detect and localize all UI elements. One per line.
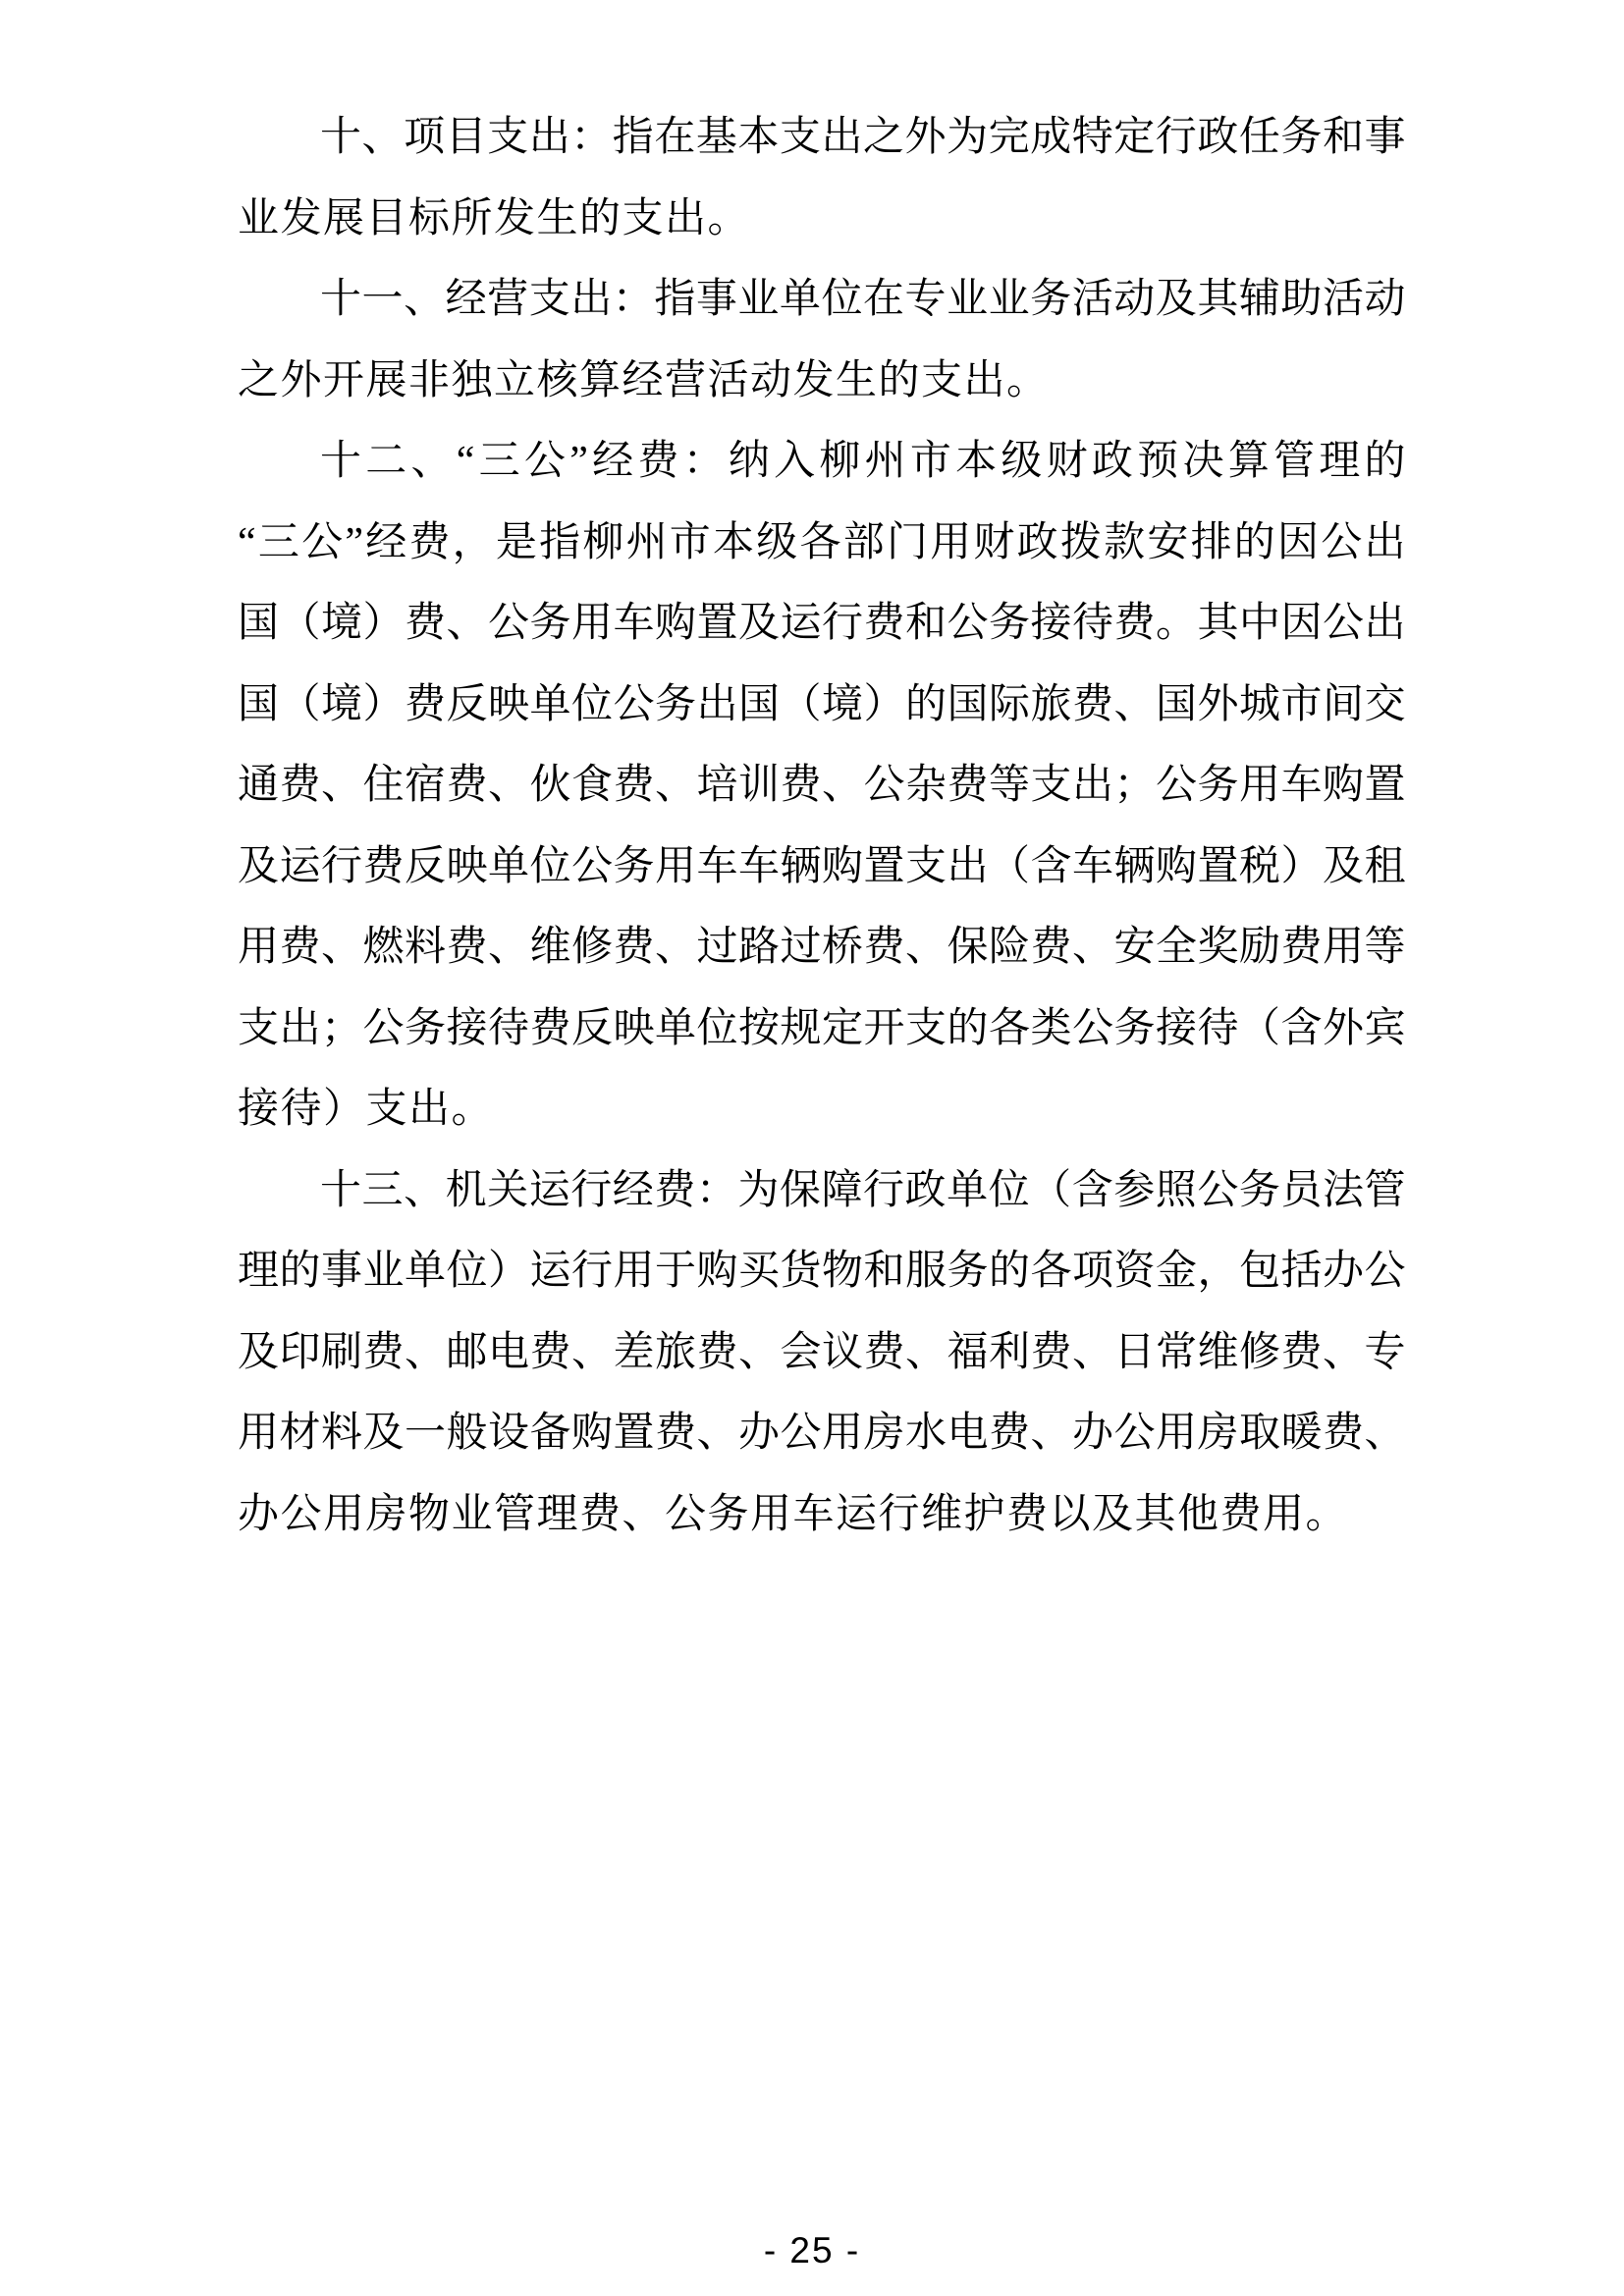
text-line: 用费、燃料费、维修费、过路过桥费、保险费、安全奖励费用等 bbox=[238, 925, 1406, 970]
text-block bbox=[238, 97, 1406, 1555]
text-line: 业发展目标所发生的支出。 bbox=[238, 195, 751, 241]
text-line: 十一、经营支出：指事业单位在专业业务活动及其辅助活动 bbox=[320, 277, 1406, 322]
text-line: 十、项目支出：指在基本支出之外为完成特定行政任务和事 bbox=[320, 115, 1406, 160]
text-line: 办公用房物业管理费、公务用车运行维护费以及其他费用。 bbox=[238, 1491, 1349, 1537]
text-line: 国（境）费、公务用车购置及运行费和公务接待费。其中因公出 bbox=[238, 601, 1406, 646]
text-line: 之外开展非独立核算经营活动发生的支出。 bbox=[238, 357, 1050, 403]
text-line: 接待）支出。 bbox=[238, 1087, 495, 1132]
text-line: 及印刷费、邮电费、差旅费、会议费、福利费、日常维修费、专 bbox=[238, 1329, 1406, 1375]
text-line: 支出；公务接待费反映单位按规定开支的各类公务接待（含外宾 bbox=[238, 1005, 1406, 1051]
text-line: 国（境）费反映单位公务出国（境）的国际旅费、国外城市间交 bbox=[238, 681, 1406, 727]
text-line: 理的事业单位）运行用于购买货物和服务的各项资金，包括办公 bbox=[238, 1249, 1406, 1294]
text-line: 及运行费反映单位公务用车车辆购置支出（含车辆购置税）及租 bbox=[238, 843, 1406, 889]
text-line: 通费、住宿费、伙食费、培训费、公杂费等支出；公务用车购置 bbox=[238, 763, 1406, 808]
text-line: “三公”经费，是指柳州市本级各部门用财政拨款安排的因公出 bbox=[238, 519, 1406, 565]
text-line: 用材料及一般设备购置费、办公用房水电费、办公用房取暖费、 bbox=[238, 1411, 1406, 1456]
text-line: 十三、机关运行经费：为保障行政单位（含参照公务员法管 bbox=[320, 1167, 1406, 1213]
page-number: - 25 - bbox=[763, 2230, 861, 2270]
text-line: 十二、“三公”经费：纳入柳州市本级财政预决算管理的 bbox=[320, 439, 1406, 484]
